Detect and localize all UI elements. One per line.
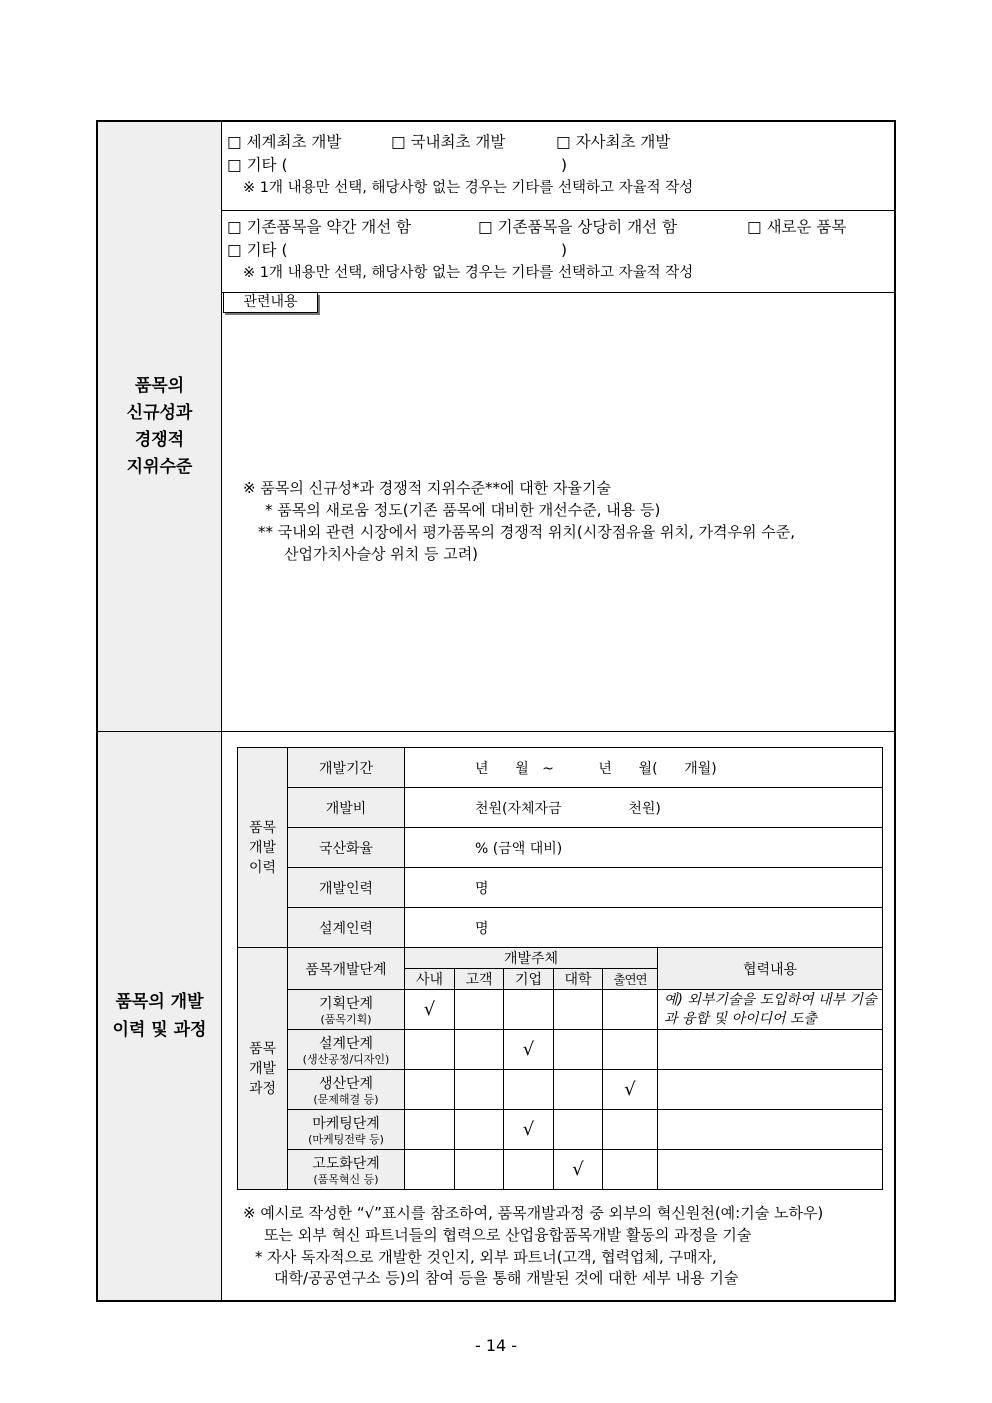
history-row-label: 개발기간 (288, 748, 405, 788)
section2-label (98, 732, 221, 1300)
row-divider-2 (222, 292, 894, 293)
stage-label (288, 990, 405, 1030)
section2-label-line: 이력 및 과정 (112, 1020, 207, 1040)
option-other-1-close: ) (561, 156, 568, 174)
stage-check-cell[interactable] (504, 1110, 554, 1150)
stage-sub: (마케팅전략 등) (308, 1132, 384, 1146)
history-row-label: 개발비 (288, 788, 405, 828)
history-localization-field[interactable]: % (금액 대비) (405, 828, 883, 868)
option-other-2-close: ) (561, 241, 568, 259)
section2-label-line: 품목의 개발 (115, 992, 204, 1012)
footnote-line-4: 대학/공공연구소 등)의 참여 등을 통해 개발된 것에 대한 세부 내용 기술 (274, 1269, 739, 1287)
stage-check-cell[interactable] (455, 1030, 504, 1070)
stage-sub: (문제해결 등) (313, 1092, 379, 1106)
stage-check-cell[interactable] (504, 1150, 554, 1190)
coop-note[interactable] (658, 1070, 883, 1110)
row2-note: ※ 1개 내용만 선택, 해당사항 없는 경우는 기타를 선택하고 자율적 작성 (243, 265, 694, 281)
actor-header: 개발주체 (405, 948, 658, 969)
coop-note[interactable]: 예) 외부기술을 도입하여 내부 기술과 융합 및 아이디어 도출 (658, 990, 883, 1030)
row1-note: ※ 1개 내용만 선택, 해당사항 없는 경우는 기타를 선택하고 자율적 작성 (243, 180, 694, 196)
stage-row (238, 1070, 883, 1110)
stage-check-cell[interactable] (603, 1150, 658, 1190)
footnote-line-1: ※ 예시로 작성한 “√”표시를 참조하여, 품목개발과정 중 외부의 혁신원천(예:기술 노하우) (243, 1204, 824, 1222)
stage-check-cell[interactable] (405, 1150, 455, 1190)
page-number: - 14 - (474, 1336, 518, 1355)
coop-note[interactable] (658, 1150, 883, 1190)
option-company-first[interactable]: □ 자사최초 개발 (556, 133, 671, 151)
section1-label-line: 품목의 (134, 375, 185, 396)
check-mark-icon: √ (522, 1119, 535, 1140)
stage-check-cell[interactable] (554, 1150, 603, 1190)
history-group-label-line: 품목 (248, 819, 277, 836)
footnote-line-3: * 자사 독자적으로 개발한 것인지, 외부 파트너(고객, 협력업체, 구매자, (255, 1248, 717, 1266)
stage-check-cell[interactable] (603, 990, 658, 1030)
row-divider-1 (222, 210, 894, 211)
process-group-label-line: 품목 (248, 1040, 277, 1057)
stage-check-cell[interactable] (405, 1030, 455, 1070)
option-other-2[interactable]: □ 기타 ( (227, 241, 288, 259)
development-table (237, 747, 883, 1190)
stage-check-cell[interactable] (554, 1070, 603, 1110)
stage-check-cell[interactable] (455, 1150, 504, 1190)
check-mark-icon: √ (624, 1079, 636, 1100)
stage-name: 기획단계 (318, 995, 374, 1012)
stage-name: 마케팅단계 (312, 1115, 380, 1132)
history-row-label: 국산화율 (288, 828, 405, 868)
check-mark-icon: √ (423, 999, 436, 1020)
history-row-label: 설계인력 (288, 908, 405, 948)
check-mark-icon: √ (522, 1039, 535, 1060)
history-staff-field[interactable]: 명 (405, 868, 883, 908)
actor-col-header: 고객 (455, 969, 504, 990)
stage-label (288, 1150, 405, 1190)
actor-col-header: 기업 (504, 969, 554, 990)
option-world-first[interactable]: □ 세계최초 개발 (227, 133, 342, 151)
stage-check-cell[interactable] (554, 990, 603, 1030)
stage-check-cell[interactable] (455, 1070, 504, 1110)
label-column-divider (221, 121, 222, 1301)
related-content-badge: 관련내용 (223, 293, 318, 313)
actor-col-header: 사내 (405, 969, 455, 990)
option-domestic-first[interactable]: □ 국내최초 개발 (391, 133, 506, 151)
section1-label (98, 122, 221, 731)
stage-check-cell[interactable] (504, 1070, 554, 1110)
history-row-label: 개발인력 (288, 868, 405, 908)
coop-header: 협력내용 (658, 948, 883, 990)
history-group-label-line: 이력 (248, 859, 277, 876)
guide-line-3: ** 국내외 관련 시장에서 평가품목의 경쟁적 위치(시장점유율 위치, 가격우위 수준, (258, 523, 795, 541)
option-significant-improve[interactable]: □ 기존품목을 상당히 개선 함 (478, 218, 678, 236)
section1-label-line: 신규성과 (126, 402, 193, 423)
actor-col-header: 대학 (554, 969, 603, 990)
guide-line-2: * 품목의 새로움 정도(기존 품목에 대비한 개선수준, 내용 등) (265, 501, 661, 519)
section1-label-line: 경쟁적 (134, 429, 185, 450)
process-group-label-line: 개발 (248, 1060, 277, 1077)
stage-check-cell[interactable] (554, 1110, 603, 1150)
stage-label (288, 1110, 405, 1150)
stage-header: 품목개발단계 (288, 948, 405, 990)
guide-line-4: 산업가치사슬상 위치 등 고려) (284, 545, 479, 563)
history-cost-field[interactable]: 천원(자체자금 천원) (405, 788, 883, 828)
coop-note[interactable] (658, 1030, 883, 1070)
stage-check-cell[interactable] (504, 1030, 554, 1070)
process-group-label-line: 과정 (248, 1080, 277, 1097)
stage-check-cell[interactable] (405, 1110, 455, 1150)
guide-line-1: ※ 품목의 신규성*과 경쟁적 지위수준**에 대한 자율기술 (243, 479, 611, 497)
stage-name: 고도화단계 (312, 1155, 380, 1172)
stage-name: 생산단계 (318, 1075, 374, 1092)
section1-label-line: 지위수준 (126, 456, 193, 477)
stage-label (288, 1030, 405, 1070)
stage-name: 설계단계 (318, 1035, 374, 1052)
coop-note[interactable] (658, 1110, 883, 1150)
stage-sub: (생산공정/디자인) (302, 1052, 390, 1066)
history-period-field[interactable]: 년 월 ~ 년 월( 개월) (405, 748, 883, 788)
option-new-item[interactable]: □ 새로운 품목 (747, 218, 847, 236)
history-group-label-line: 개발 (248, 839, 277, 856)
stage-sub: (품목기획) (320, 1012, 372, 1026)
process-group-label (238, 948, 288, 1190)
stage-check-cell[interactable] (455, 990, 504, 1030)
footnote-line-2: 또는 외부 혁신 파트너들의 협력으로 산업융합품목개발 활동의 과정을 기술 (264, 1226, 752, 1244)
stage-check-cell[interactable] (603, 1110, 658, 1150)
stage-sub: (품목혁신 등) (313, 1172, 379, 1186)
check-mark-icon: √ (572, 1159, 584, 1180)
option-other-1[interactable]: □ 기타 ( (227, 156, 288, 174)
stage-check-cell[interactable] (405, 990, 455, 1030)
history-group-label (238, 748, 288, 948)
stage-check-cell[interactable] (455, 1110, 504, 1150)
history-design-staff-field[interactable]: 명 (405, 908, 883, 948)
stage-check-cell[interactable] (504, 990, 554, 1030)
stage-label (288, 1070, 405, 1110)
stage-row (238, 1110, 883, 1150)
stage-check-cell[interactable] (603, 1070, 658, 1110)
stage-check-cell[interactable] (405, 1070, 455, 1110)
option-slight-improve[interactable]: □ 기존품목을 약간 개선 함 (227, 218, 412, 236)
stage-check-cell[interactable] (554, 1030, 603, 1070)
stage-row (238, 1150, 883, 1190)
actor-col-header: 출연연 (603, 969, 658, 990)
stage-row (238, 1030, 883, 1070)
stage-row (238, 990, 883, 1030)
stage-check-cell[interactable] (603, 1030, 658, 1070)
